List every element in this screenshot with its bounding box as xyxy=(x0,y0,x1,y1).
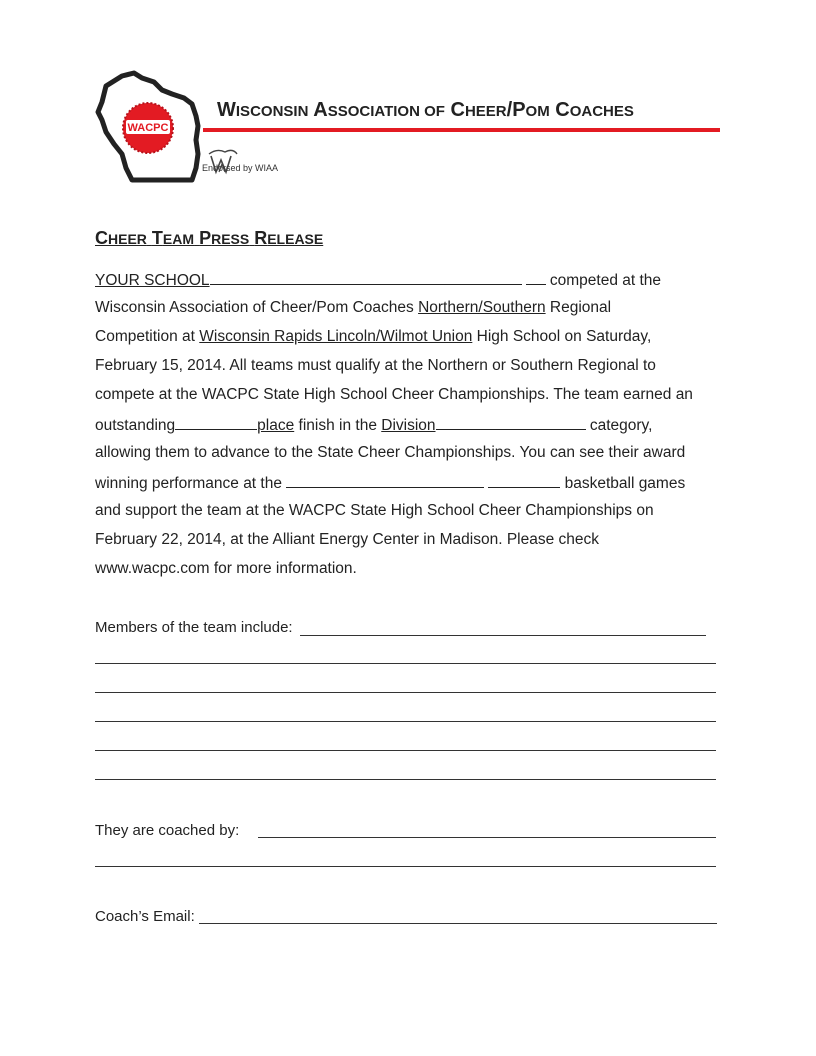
coach-line xyxy=(95,866,716,867)
members-line xyxy=(95,779,716,780)
body-line-5: compete at the WACPC State High School Cheer Championships. The team earned an xyxy=(95,386,693,403)
body-line-2: Wisconsin Association of Cheer/Pom Coaches Northern/Southern Regional xyxy=(95,299,612,316)
endorsed-by-text: Endorsed by WIAA xyxy=(202,163,279,173)
region-field: Northern/Southern xyxy=(418,299,546,316)
venue-field: Wisconsin Rapids Lincoln/Wilmot Union xyxy=(199,328,473,345)
members-line xyxy=(95,692,716,693)
coach-line xyxy=(258,837,716,838)
members-line xyxy=(300,635,706,636)
place-field: place xyxy=(257,417,295,434)
body-line-11: www.wacpc.com for more information. xyxy=(95,560,357,577)
body-line-9: and support the team at the WACPC State High School Cheer Championships on xyxy=(95,502,654,519)
event-blank-short xyxy=(488,473,560,488)
event-blank xyxy=(286,473,484,488)
division-blank xyxy=(436,415,586,430)
body-line-8: winning performance at the basketball games xyxy=(95,475,686,492)
members-label: Members of the team include: xyxy=(95,619,293,636)
division-field: Division xyxy=(381,417,436,434)
email-line xyxy=(199,923,717,924)
school-name-blank xyxy=(210,270,522,285)
body-line-4: February 15, 2014. All teams must qualify at the Northern or Southern Regional to xyxy=(95,357,656,374)
members-line xyxy=(95,721,716,722)
place-blank xyxy=(175,415,257,430)
your-school-field: YOUR SCHOOL xyxy=(95,272,210,289)
school-name-blank-short xyxy=(526,270,546,285)
body-line-10: February 22, 2014, at the Alliant Energy Center in Madison. Please check xyxy=(95,531,600,548)
wacpc-logo xyxy=(92,68,204,184)
body-line-3: Competition at Wisconsin Rapids Lincoln/Wilmot Union High School on Saturday, xyxy=(95,328,652,345)
org-title: WISCONSIN ASSOCIATION OF CHEER/POM COACHES xyxy=(217,99,634,121)
header-rule xyxy=(203,128,720,132)
coached-label: They are coached by: xyxy=(95,822,240,839)
members-line xyxy=(95,663,716,664)
doc-title: CHEER TEAM PRESS RELEASE xyxy=(95,228,324,248)
members-line xyxy=(95,750,716,751)
body-line-7: allowing them to advance to the State Cheer Championships. You can see their award xyxy=(95,444,686,461)
body-line-1: YOUR SCHOOL competed at the xyxy=(95,272,662,289)
email-label: Coach’s Email: xyxy=(95,908,195,925)
body-line-6: outstanding place finish in the Division category, xyxy=(95,417,653,434)
logo-text: WACPC xyxy=(127,122,169,134)
